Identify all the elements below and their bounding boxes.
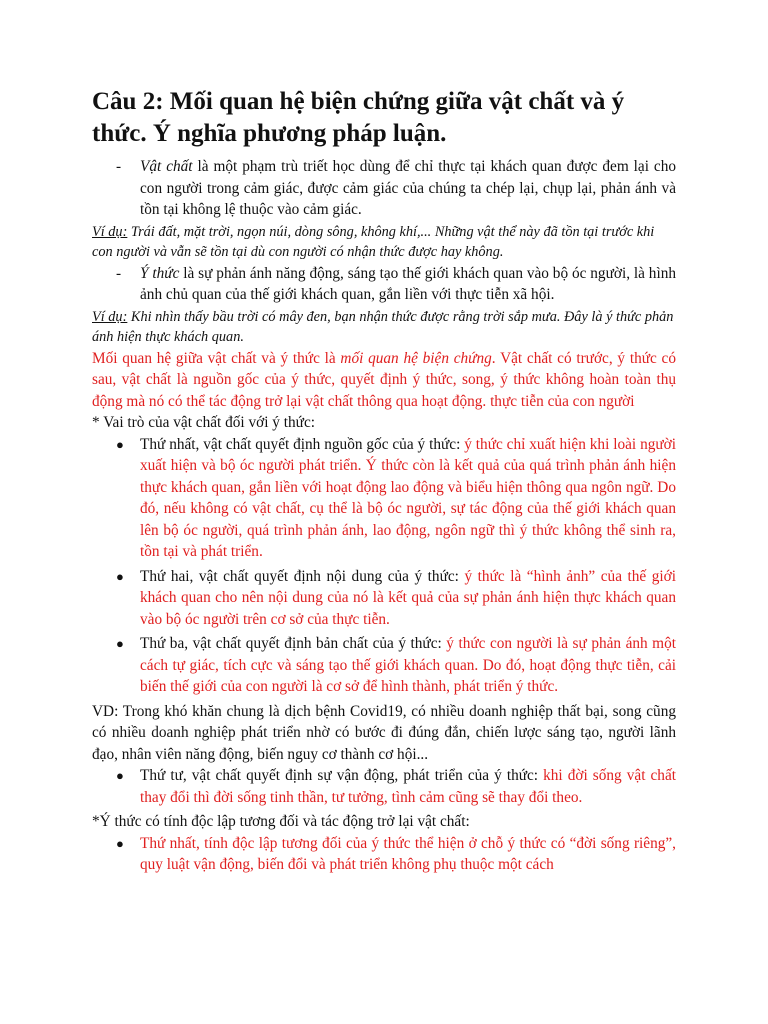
example-matter (92, 222, 676, 262)
relation-paragraph (92, 348, 676, 413)
bullet-item-3 (92, 633, 676, 698)
term-consciousness: Ý thức (140, 264, 180, 282)
relation-term: mối quan hệ biện chứng (340, 349, 492, 367)
example-matter-text: Trái đất, mặt trời, ngọn núi, dòng sông, không khí,... Những vật thể này đã tồn tại trước khi con người và vẫn sẽ tồn tại dù con người có nhận thức được hay không. (92, 223, 655, 260)
bullet-marker: ● (116, 436, 124, 452)
example-consciousness-text: Khi nhìn thấy bầu trời có mây đen, bạn nhận thức được rằng trời sắp mưa. Đây là ý thức phản ánh hiện thực khách quan. (92, 308, 674, 345)
covid-example: VD: Trong khó khăn chung là dịch bệnh Covid19, có nhiều doanh nghiệp thất bại, song cũng có nhiều doanh nghiệp phát triển nhờ có bước đi đúng đắn, chiến lược sáng tạo, người lãnh đạo, nhân viên năng động, biến nguy cơ thành cơ hội... (92, 702, 676, 763)
bullet-detail: ý thức con người là sự phản ánh một cách tự giác, tích cực và sáng tạo thế giới khách quan. Do đó, hoạt động thực tiễn, cải biến thế giới của con người là cơ sở để hình thành, phát triển ý thức. (140, 635, 676, 695)
relation-text: . Vật chất có trước, ý thức có sau, vật chất là nguồn gốc của ý thức, quyết định ý thức, song, ý thức không hoàn toàn thụ động mà nó có thể tác động trở lại vật chất thông qua hoạt động. thực tiễn của con người (92, 349, 676, 410)
bullet-detail: Thứ nhất, tính độc lập tương đối của ý thức thể hiện ở chỗ ý thức có “đời sống riêng”, quy luật vận động, biến đổi và phát triển không phụ thuộc một cách (140, 834, 676, 873)
bullet-item-1 (92, 434, 676, 563)
bullet-detail: khi đời sống vật chất thay đổi thì đời sống tinh thần, tư tưởng, tình cảm cũng sẽ thay đổi theo. (140, 767, 676, 806)
term-matter: Vật chất (140, 158, 193, 175)
bullet-marker: ● (116, 636, 124, 651)
example-label: Ví dụ: (92, 308, 128, 325)
page-title: Câu 2: Mối quan hệ biện chứng giữa vật chất và ý thức. Ý nghĩa phương pháp luận. (92, 88, 625, 147)
relation-lead: Mối quan hệ giữa vật chất và ý thức là (92, 349, 341, 367)
bullet-detail: ý thức chỉ xuất hiện khi loài người xuất hiện và bộ óc người phát triển. Ý thức còn là kết quả của quá trình phản ánh hiện thực khách quan, gắn liền với hoạt động lao động và biểu hiện thông qua ngôn ngữ. Do đó, nếu không có vật chất, cụ thể là bộ óc người, sự tác động của thế giới khách quan lên bộ óc người, quá trình phản ánh, lao động, ngôn ngữ thì ý thức không thể sinh ra, tồn tại và phát triển. (140, 435, 676, 560)
bullet-detail: ý thức là “hình ảnh” của thế giới khách quan cho nên nội dung của nó là kết quả của sự phản ánh hiện thực khách quan vào bộ óc người trên cơ sở của thực tiễn. (140, 567, 677, 628)
bullet-item-5 (92, 833, 676, 876)
bullet-item-2 (92, 566, 676, 631)
definition-consciousness-text: là sự phản ánh năng động, sáng tạo thế giới khách quan vào bộ óc người, là hình ảnh chủ quan của thế giới khách quan, gắn liền với thực tiễn xã hội. (140, 264, 676, 303)
dash-marker: - (116, 264, 122, 282)
dash-marker: - (116, 158, 122, 175)
bullet-lead: Thứ nhất, vật chất quyết định nguồn gốc của ý thức: (140, 435, 465, 453)
definition-matter (92, 156, 676, 221)
bullet-marker: ● (116, 568, 124, 584)
bullet-item-4 (92, 765, 676, 808)
example-label: Ví dụ: (92, 223, 128, 240)
example-consciousness (92, 307, 676, 347)
bullet-lead: Thứ hai, vật chất quyết định nội dung của ý thức: (140, 567, 465, 585)
bullet-lead: Thứ ba, vật chất quyết định bản chất của ý thức: (140, 635, 447, 652)
bullet-lead: Thứ tư, vật chất quyết định sự vận động, phát triển của ý thức: (140, 767, 544, 784)
bullet-marker: ● (116, 768, 124, 783)
definition-consciousness (92, 263, 676, 306)
definition-matter-text: là một phạm trù triết học dùng để chỉ thực tại khách quan được đem lại cho con người trong cảm giác, được cảm giác của chúng ta chép lại, chụp lại, phản ánh và tồn tại không lệ thuộc vào cảm giác. (140, 158, 676, 218)
independence-heading: *Ý thức có tính độc lập tương đối và tác động trở lại vật chất: (92, 813, 470, 830)
role-heading: * Vai trò của vật chất đối với ý thức: (92, 414, 315, 431)
bullet-marker: ● (116, 835, 124, 851)
